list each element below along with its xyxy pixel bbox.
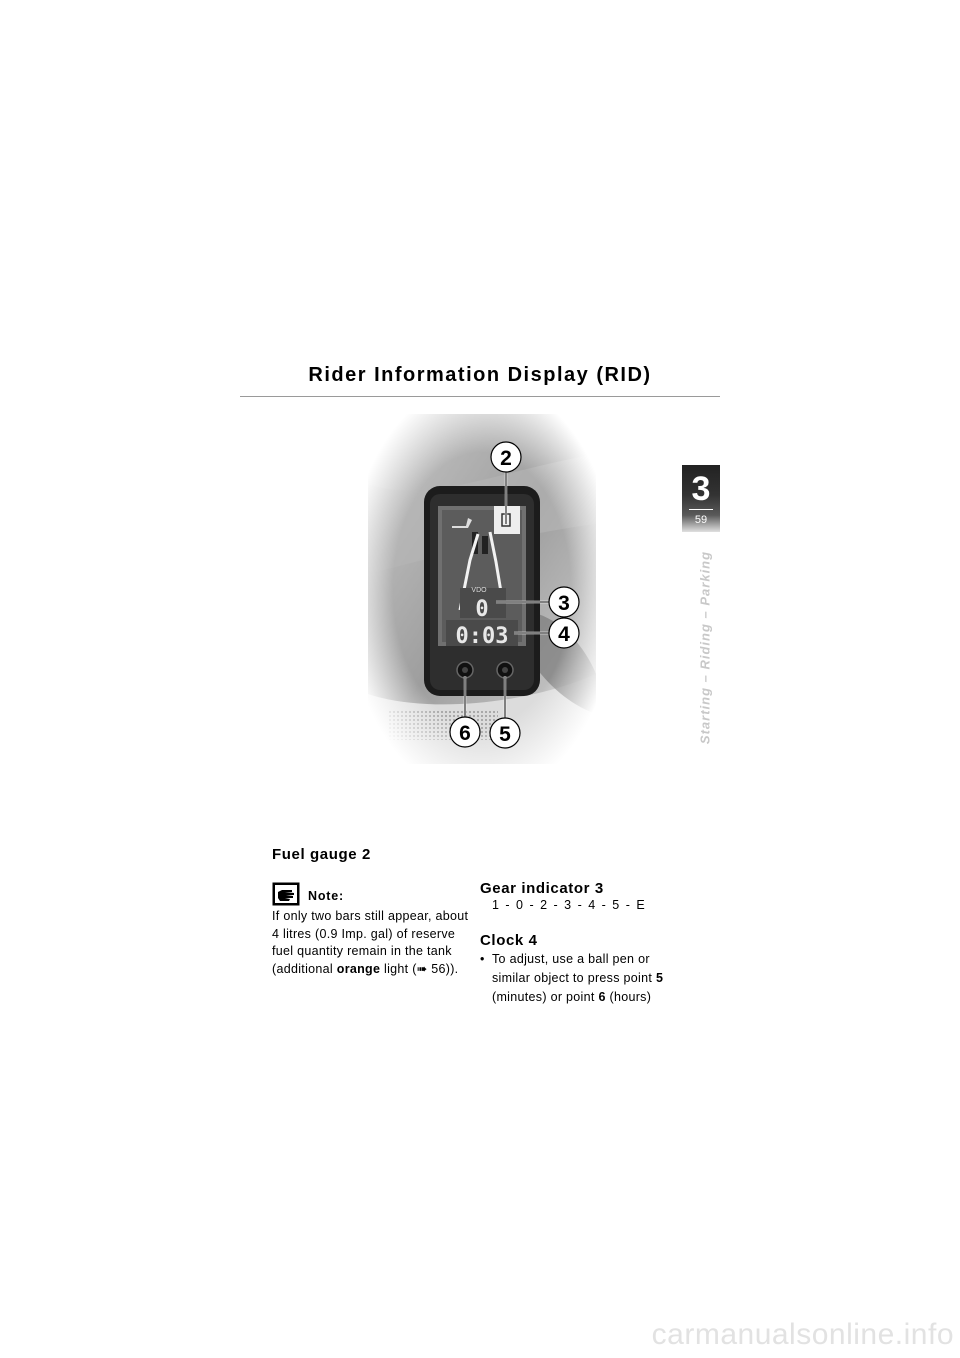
clock-instruction xyxy=(492,950,680,1007)
note-hand-icon xyxy=(272,882,300,906)
fuel-gauge-heading: Fuel gauge 2 xyxy=(272,846,371,863)
clock-text-part: (hours) xyxy=(605,990,652,1004)
list-item xyxy=(480,950,680,1007)
callout-5: 5 xyxy=(499,723,511,746)
rid-photo xyxy=(368,414,596,764)
title-divider xyxy=(240,396,720,397)
note-orange-emphasis: orange xyxy=(336,961,381,976)
page-number: 59 xyxy=(694,514,708,526)
watermark: carmanualsonline.info xyxy=(651,1318,954,1351)
callout-4: 4 xyxy=(558,623,570,646)
chapter-tab xyxy=(682,465,720,532)
page-title: Rider Information Display (RID) xyxy=(308,364,652,386)
gear-indicator-section xyxy=(480,880,680,912)
callout-3: 3 xyxy=(558,592,570,615)
clock-text-part: (minutes) or point xyxy=(492,990,599,1004)
note-block xyxy=(272,880,472,978)
point-minutes: 5 xyxy=(655,971,664,985)
gear-sequence: 1 - 0 - 2 - 3 - 4 - 5 - E xyxy=(492,898,647,912)
bullet: • xyxy=(480,952,485,966)
chapter-side-label: Starting – Riding – Parking xyxy=(697,550,713,745)
chapter-tab-divider xyxy=(689,509,713,510)
note-label: Note: xyxy=(308,889,344,904)
clock-section xyxy=(480,932,680,1007)
point-hours: 6 xyxy=(598,990,606,1004)
note-text xyxy=(272,908,472,978)
clock-text-part: To adjust, use a ball pen or similar object to press point xyxy=(492,952,656,985)
clock-heading: Clock 4 xyxy=(480,932,538,949)
note-text-part: light (➠ 56)). xyxy=(380,961,459,976)
gear-indicator-heading: Gear indicator 3 xyxy=(480,880,604,897)
note-text-part: If only two bars still appear, about 4 litres (0.9 Imp. gal) of reserve fuel quantity remain in the tank (additional xyxy=(272,909,469,976)
chapter-number: 3 xyxy=(691,470,711,508)
callout-2: 2 xyxy=(500,447,512,470)
callout-6: 6 xyxy=(459,722,471,745)
